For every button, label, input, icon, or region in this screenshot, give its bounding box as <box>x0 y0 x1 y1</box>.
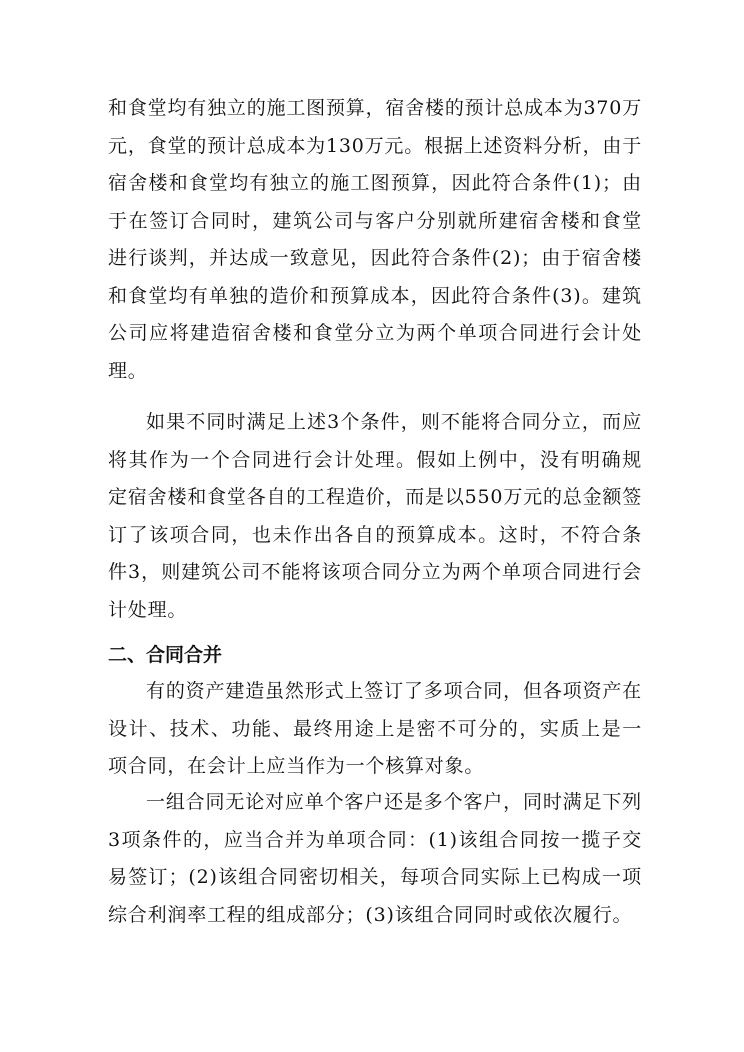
paragraph-contract-split-analysis <box>108 90 642 390</box>
paragraph-text: 一组合同无论对应单个客户还是多个客户，同时满足下列3项条件的，应当合并为单项合同：(1)该组合同按一揽子交易签订；(2)该组合同密切相关，每项合同实际上已构成一项综合利润率工程的组成部分；(3)该组合同同时或依次履行。 <box>108 791 642 926</box>
section-heading: 二、合同合并 <box>108 644 223 666</box>
paragraph-non-split-case <box>108 404 642 629</box>
paragraph-text: 如果不同时满足上述3个条件，则不能将合同分立，而应将其作为一个合同进行会计处理。假如上例中，没有明确规定宿舍楼和食堂各自的工程造价，而是以550万元的总金额签订了该项合同，也未作出各自的预算成本。这时，不符合条件3，则建筑公司不能将该项合同分立为两个单项合同进行会计处理。 <box>108 411 642 621</box>
section-heading-contract-merge <box>108 637 642 675</box>
paragraph-merge-conditions <box>108 784 642 934</box>
paragraph-text: 和食堂均有独立的施工图预算，宿舍楼的预计总成本为370万元，食堂的预计总成本为130万元。根据上述资料分析，由于宿舍楼和食堂均有独立的施工图预算，因此符合条件(1)；由于在签订合同时，建筑公司与客户分别就所建宿舍楼和食堂进行谈判，并达成一致意见，因此符合条件(2)；由于宿舍楼和食堂均有单独的造价和预算成本，因此符合条件(3)。建筑公司应将建造宿舍楼和食堂分立为两个单项合同进行会计处理。 <box>108 97 642 382</box>
paragraph-merge-intro <box>108 673 642 786</box>
paragraph-text: 有的资产建造虽然形式上签订了多项合同，但各项资产在设计、技术、功能、最终用途上是密不可分的，实质上是一项合同，在会计上应当作为一个核算对象。 <box>108 680 642 777</box>
